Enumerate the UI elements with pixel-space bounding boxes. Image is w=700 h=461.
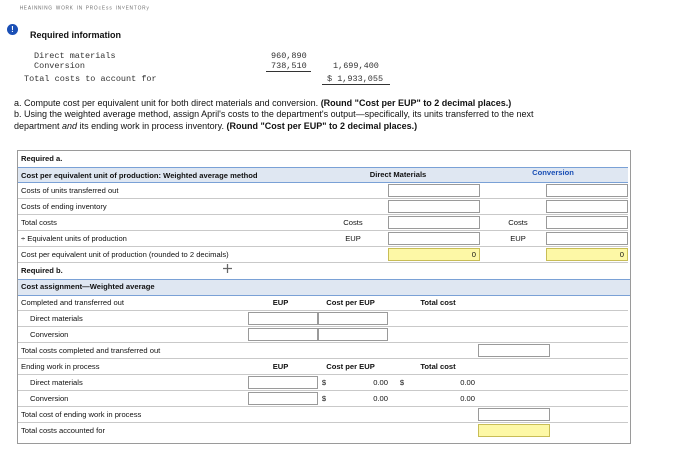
conv-total-costs-input[interactable]: [546, 216, 628, 229]
total-ending-label: Total cost of ending work in process: [21, 410, 142, 419]
ending-dm-total-cost: 0.00: [460, 378, 475, 387]
completed-dm-label: Direct materials: [30, 314, 83, 323]
direct-materials-label: Direct materials: [34, 51, 116, 61]
question-a-text: a. Compute cost per equivalent unit for both direct materials and conversion.: [14, 98, 319, 108]
conv-transferred-out-input[interactable]: [546, 184, 628, 197]
total-costs-value: $ 1,933,055: [327, 74, 384, 84]
costs-transferred-out-label: Costs of units transferred out: [21, 186, 119, 195]
ending-dm-label: Direct materials: [30, 378, 83, 387]
question-b-line1: b. Using the weighted average method, assign April's costs to the department's output—specifically, its units transferred to the next: [14, 109, 534, 119]
completed-conv-eup-input[interactable]: [248, 328, 318, 341]
completed-transferred-label: Completed and transferred out: [21, 298, 124, 307]
conv-cost-per-eup-value: 0: [619, 250, 624, 259]
total-costs-label: Total costs to account for: [24, 74, 157, 84]
cost-per-eup-row: [18, 247, 628, 263]
total-completed-input[interactable]: [478, 344, 550, 357]
conv-costs-label: Costs: [508, 218, 528, 227]
direct-materials-value: 960,890: [271, 51, 307, 61]
alert-icon: !: [7, 24, 18, 35]
conversion-underline: [266, 71, 311, 72]
completed-dm-eup-input[interactable]: [248, 312, 318, 325]
direct-materials-col-header: Direct Materials: [369, 170, 427, 179]
completed-eup-header: EUP: [272, 298, 289, 307]
weighted-average-header: Cost per equivalent unit of production: Weighted average method: [21, 171, 258, 180]
question-b-rounding: (Round "Cost per EUP" to 2 decimal places.): [226, 120, 418, 131]
cut-off-header: ᴴᴱᴬᴵᴺᴺᴵᴺᴳ ᵂᴼᴿᴷ ᴵᴺ ᴾᴿᴼᶜᴱˢˢ ᴵᴺⱽᴱᴺᵀᴼᴿʸ: [20, 6, 150, 13]
total-accounted-label: Total costs accounted for: [21, 426, 105, 435]
ending-conv-dollar: $: [321, 394, 327, 403]
ending-eup-header: EUP: [272, 362, 289, 371]
question-a-rounding: (Round "Cost per EUP" to 2 decimal places.): [320, 98, 512, 108]
dm-transferred-out-input[interactable]: [388, 184, 480, 197]
completed-total-cost-header: Total cost: [420, 298, 456, 307]
question-b: [14, 109, 694, 132]
ending-dm-total-dollar: $: [399, 378, 405, 387]
answer-table: [17, 150, 631, 444]
required-b-label: Required b.: [21, 266, 63, 275]
question-b-line2: department: [14, 120, 60, 131]
question-b-line2b: its ending work in process inventory.: [79, 120, 224, 131]
ending-wip-label: Ending work in process: [21, 362, 100, 371]
completed-conv-label: Conversion: [30, 330, 69, 339]
ending-dm-eup-input[interactable]: [248, 376, 318, 389]
total-costs-label: Total costs: [21, 218, 57, 227]
costs-ending-inventory-row: [18, 199, 628, 215]
ending-cost-per-eup-header: Cost per EUP: [326, 362, 375, 371]
ending-total-cost-header: Total cost: [420, 362, 456, 371]
dm-eup-label: EUP: [345, 234, 361, 243]
required-information-title: Required information: [30, 30, 122, 40]
question-a: [14, 98, 694, 110]
completed-cost-per-eup-header: Cost per EUP: [326, 298, 375, 307]
conv-eup-label: EUP: [510, 234, 526, 243]
conversion-label: Conversion: [34, 61, 86, 71]
ending-conv-total-cost: 0.00: [460, 394, 475, 403]
conversion-value: 738,510: [271, 61, 307, 71]
ending-conv-cost-per-eup: 0.00: [373, 394, 388, 403]
conv-ending-inventory-input[interactable]: [546, 200, 628, 213]
ending-dm-cost-per-eup: 0.00: [373, 378, 388, 387]
cost-assignment-header: Cost assignment—Weighted average: [21, 282, 155, 291]
completed-dm-cost-per-eup-input[interactable]: [318, 312, 388, 325]
question-b-and: and: [62, 120, 78, 131]
dm-cost-per-eup-value: 0: [471, 250, 476, 259]
costs-transferred-out-row: [18, 183, 628, 199]
costs-ending-inventory-label: Costs of ending inventory: [21, 202, 107, 211]
ending-dm-dollar: $: [321, 378, 327, 387]
required-a-label: Required a.: [21, 154, 63, 163]
ending-conv-label: Conversion: [30, 394, 69, 403]
conversion-col-header: Conversion: [532, 168, 574, 177]
total-accounted-input[interactable]: [478, 424, 550, 437]
conv-eup-input[interactable]: [546, 232, 628, 245]
dm-costs-label: Costs: [343, 218, 363, 227]
eup-row-label: ÷ Equivalent units of production: [21, 234, 127, 243]
completed-conv-cost-per-eup-input[interactable]: [318, 328, 388, 341]
dm-total-costs-input[interactable]: [388, 216, 480, 229]
total-underline: [322, 84, 390, 85]
ending-conv-eup-input[interactable]: [248, 392, 318, 405]
total-ending-input[interactable]: [478, 408, 550, 421]
dm-eup-input[interactable]: [388, 232, 480, 245]
subtotal-value: 1,699,400: [333, 61, 379, 71]
dm-ending-inventory-input[interactable]: [388, 200, 480, 213]
total-completed-label: Total costs completed and transferred out: [21, 346, 161, 355]
cost-per-eup-label: Cost per equivalent unit of production (rounded to 2 decimals): [21, 250, 229, 259]
